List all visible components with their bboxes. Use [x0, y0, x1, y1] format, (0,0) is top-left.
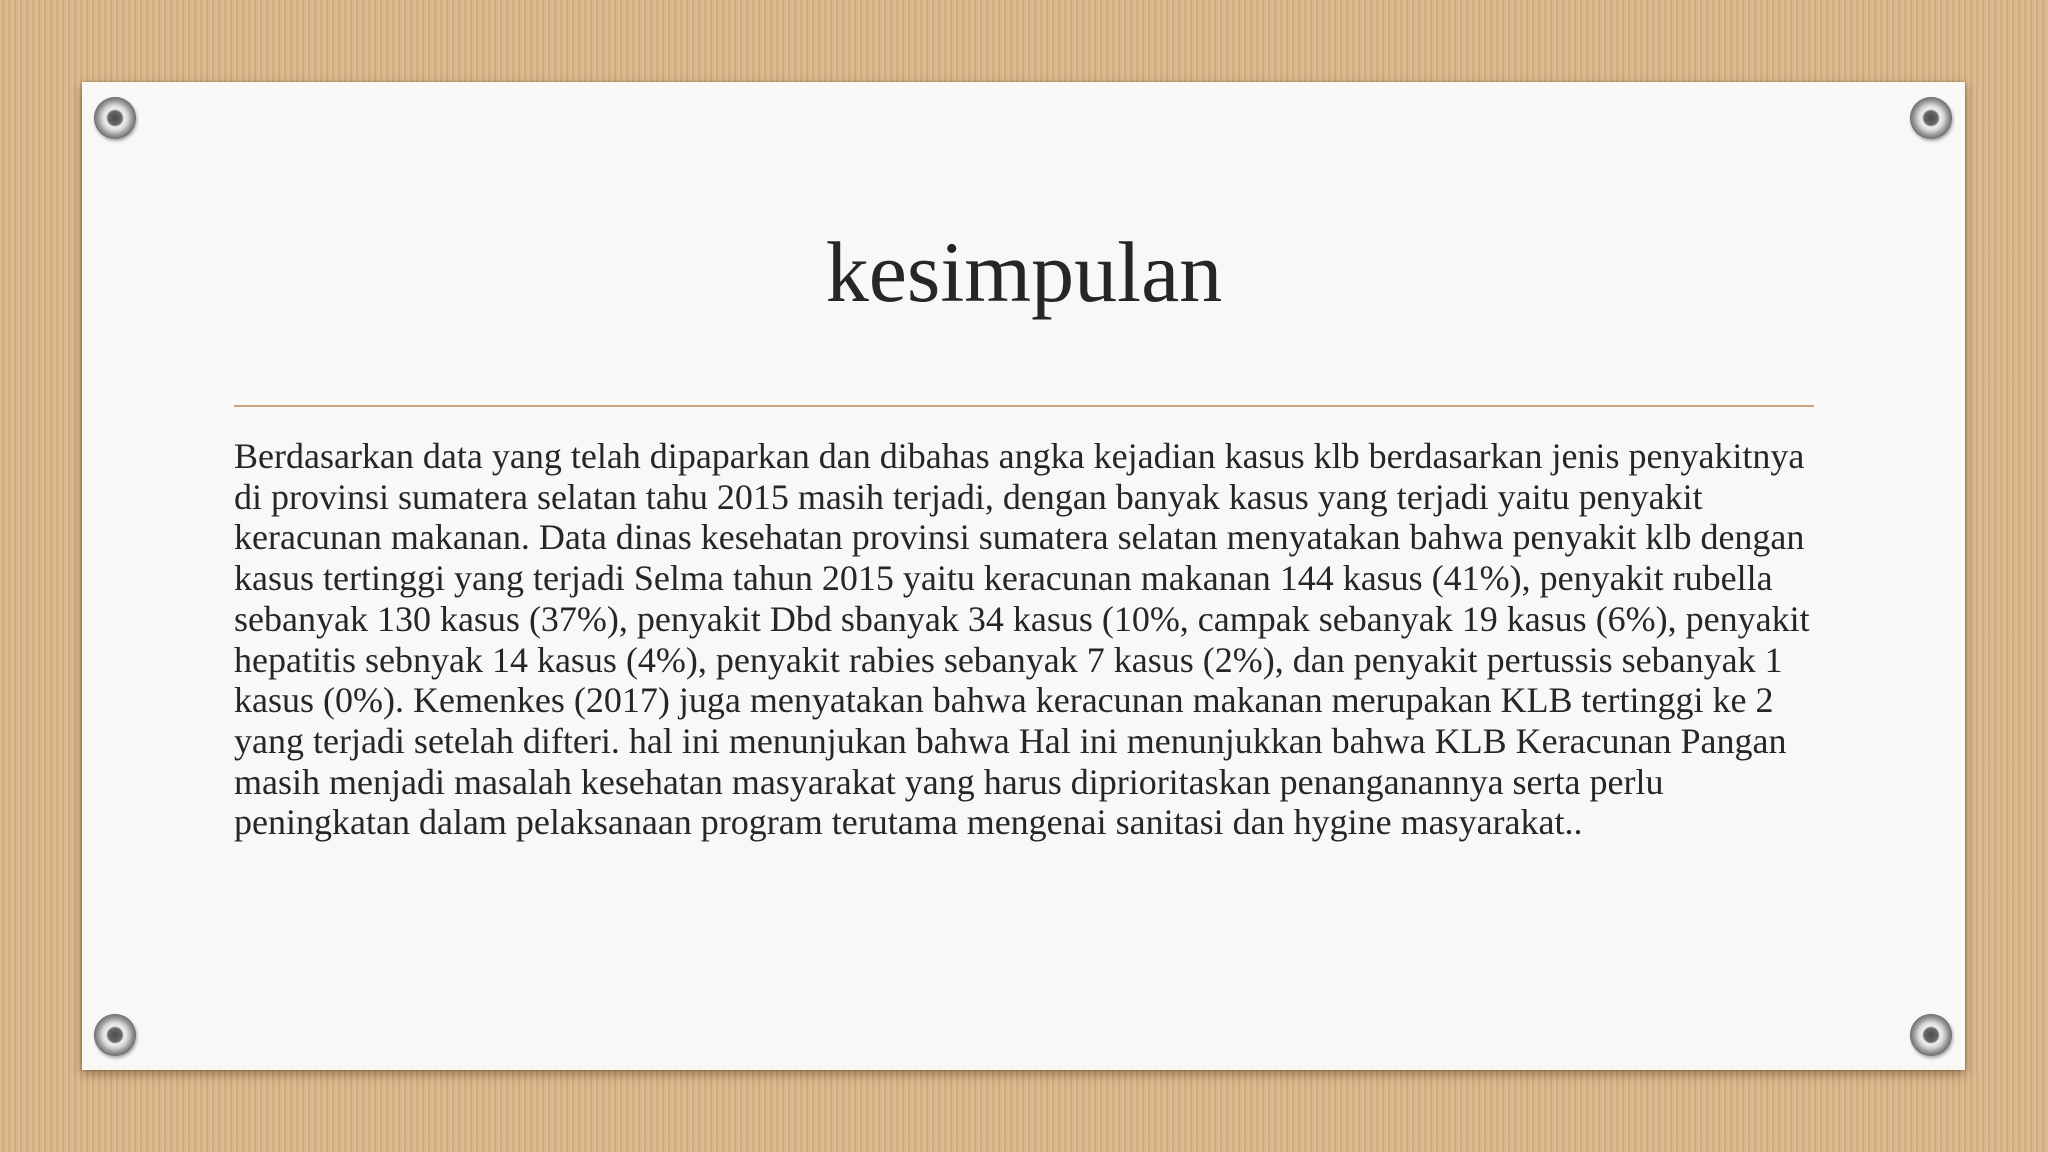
slide-body-text: Berdasarkan data yang telah dipaparkan dan dibahas angka kejadian kasus klb berdasarkan jenis penyakitnya di provinsi sumatera selatan tahu 2015 masih terjadi, dengan banyak kasus yang terjadi yaitu penyakit keracunan makanan. Data dinas kesehatan provinsi sumatera selatan menyatakan bahwa penyakit klb dengan kasus tertinggi yang terjadi Selma tahun 2015 yaitu keracunan makanan 144 kasus (41%), penyakit rubella sebanyak 130 kasus (37%), penyakit Dbd sbanyak 34 kasus (10%, campak sebanyak 19 kasus (6%), penyakit hepatitis sebnyak 14 kasus (4%), penyakit rabies sebanyak 7 kasus (2%), dan penyakit pertussis sebanyak 1 kasus (0%). Kemenkes (2017) juga menyatakan bahwa keracunan makanan merupakan KLB tertinggi ke 2 yang terjadi setelah difteri. hal ini menunjukan bahwa Hal ini menunjukkan bahwa KLB Keracunan Pangan masih menjadi masalah kesehatan masyarakat yang harus diprioritaskan penanganannya serta perlu peningkatan dalam pelaksanaan program terutama mengenai sanitasi dan hygine masyarakat..	[234, 436, 1810, 843]
grommet-icon	[1910, 97, 1952, 139]
grommet-icon	[1910, 1014, 1952, 1056]
slide-title: kesimpulan	[825, 224, 1223, 320]
grommet-icon	[94, 1014, 136, 1056]
grommet-icon	[94, 97, 136, 139]
title-divider	[234, 405, 1814, 407]
